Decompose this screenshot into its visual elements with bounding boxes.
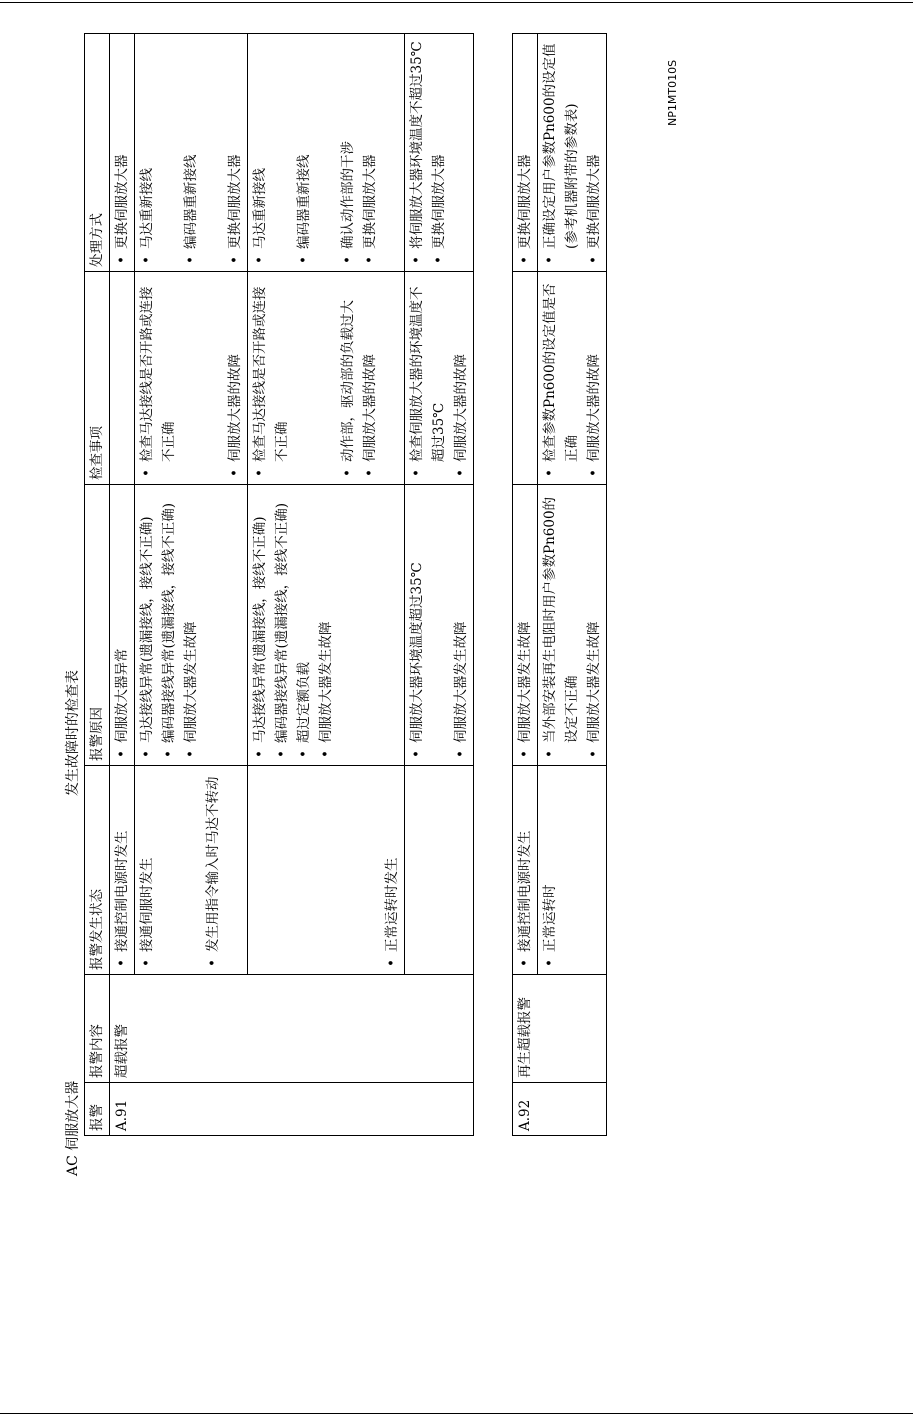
alarm-code-cell xyxy=(110,1083,474,1136)
list-item: • 伺服放大器的故障 xyxy=(583,276,605,480)
list-item: • 马达重新接线 xyxy=(136,38,180,267)
cause-cell xyxy=(110,485,135,766)
list-item: • 发生用指令输入时马达不转动 xyxy=(202,770,224,970)
check-cell xyxy=(135,272,248,485)
header-alarm: 报警 xyxy=(85,1083,110,1136)
list-item: • 更换伺服放大器 xyxy=(514,38,536,267)
action-cell xyxy=(513,34,538,272)
action-cell xyxy=(405,34,474,272)
action-cell xyxy=(135,34,248,272)
alarm-code: A.91 xyxy=(114,1099,130,1131)
list-item: • 编码器接线异常(遗漏接线，接线不正确) xyxy=(271,489,293,761)
list-item: • 编码器接线异常(遗漏接线，接线不正确) xyxy=(158,489,180,761)
alarm-table-a91 xyxy=(84,33,474,1136)
state-cell xyxy=(538,766,607,975)
list-item: • 检查马达接线是否开路或连接不正确 xyxy=(249,276,337,480)
list-item: • 编码器重新接线 xyxy=(293,38,337,267)
list-item: • 编码器重新接线 xyxy=(180,38,224,267)
list-item: • 动作部，驱动部的负载过大 xyxy=(337,276,359,480)
check-cell xyxy=(248,272,405,485)
check-cell xyxy=(405,272,474,485)
alarm-name-cell xyxy=(110,975,474,1083)
list-item: • 伺服放大器的故障 xyxy=(359,276,381,480)
list-item: • 更换伺服放大器 xyxy=(359,38,381,267)
check-cell xyxy=(513,272,538,485)
cause-cell xyxy=(513,485,538,766)
list-item: • 伺服放大器的故障 xyxy=(224,276,246,480)
table-row xyxy=(405,34,474,1136)
list-item: • 正常运转时发生 xyxy=(381,770,403,970)
list-item: • 更换伺服放大器 xyxy=(224,38,246,267)
alarm-code: A.92 xyxy=(517,1099,533,1131)
list-item: • 确认动作部的干涉 xyxy=(337,38,359,267)
header-check-items: 检查事项 xyxy=(85,272,110,485)
header-alarm-cause: 报警原因 xyxy=(85,485,110,766)
list-item: • 更换伺服放大器 xyxy=(111,38,133,267)
cause-cell xyxy=(135,485,248,766)
cause-cell xyxy=(405,485,474,766)
list-item: • 当外部安装再生电阻时用户参数Pn600的设定不正确 xyxy=(539,489,583,761)
list-item: • 伺服放大器发生故障 xyxy=(180,489,202,761)
check-cell xyxy=(538,272,607,485)
table-row xyxy=(513,34,538,1136)
table-header-row xyxy=(85,34,110,1136)
list-item: • 正常运转时 xyxy=(539,770,561,970)
alarm-name: 超载报警 xyxy=(114,1024,130,1078)
table-row xyxy=(538,34,607,1136)
list-item: • 接通控制电源时发生 xyxy=(514,770,536,970)
list-item: • 超过定额负载 xyxy=(293,489,315,761)
list-item: • 马达接线异常(遗漏接线，接线不正确) xyxy=(249,489,271,761)
cause-cell xyxy=(538,485,607,766)
list-item: • 马达重新接线 xyxy=(249,38,293,267)
list-item: • 马达接线异常(遗漏接线，接线不正确) xyxy=(136,489,158,761)
header-alarm-content: 报警内容 xyxy=(85,975,110,1083)
list-item: • 伺服放大器发生故障 xyxy=(315,489,337,761)
list-item: • 将伺服放大器环境温度不超过35℃ xyxy=(406,38,428,267)
list-item: • 伺服放大器发生故障 xyxy=(450,489,472,761)
section-label: AC 伺服放大器 xyxy=(65,1080,81,1176)
alarm-name: 再生超载报警 xyxy=(517,997,533,1078)
table-row xyxy=(110,34,135,1136)
page-title: 发生故障时的检查表 xyxy=(65,670,81,796)
list-item: • 伺服放大器发生故障 xyxy=(583,489,605,761)
action-cell xyxy=(110,34,135,272)
header-alarm-state: 报警发生状态 xyxy=(85,766,110,975)
list-item: • 伺服放大器异常 xyxy=(111,489,133,761)
alarm-code-cell xyxy=(513,1083,607,1136)
list-item: • 伺服放大器的故障 xyxy=(450,276,472,480)
list-item: • 接通控制电源时发生 xyxy=(111,770,133,970)
table-row xyxy=(135,34,248,1136)
header-action: 处理方式 xyxy=(85,34,110,272)
alarm-table-a92 xyxy=(512,33,607,1136)
list-item: • 检查马达接线是否开路或连接不正确 xyxy=(136,276,224,480)
alarm-name-cell xyxy=(513,975,607,1083)
state-cell xyxy=(405,766,474,975)
table-row xyxy=(248,34,405,1136)
list-item: • 伺服放大器环境温度超过35℃ xyxy=(406,489,450,761)
cause-cell xyxy=(248,485,405,766)
list-item: • 更换伺服放大器 xyxy=(583,38,605,267)
state-cell xyxy=(110,766,135,975)
check-cell xyxy=(110,272,135,485)
list-item: • 检查参数Pn600的设定值是否正确 xyxy=(539,276,583,480)
figure-code: NP1MT010S xyxy=(666,59,679,126)
list-item: • 接通伺服时发生 xyxy=(136,770,202,970)
state-cell xyxy=(248,766,405,975)
state-cell xyxy=(513,766,538,975)
list-item: • 更换伺服放大器 xyxy=(428,38,450,267)
action-cell xyxy=(538,34,607,272)
list-item: • 伺服放大器发生故障 xyxy=(514,489,536,761)
list-item: • 正确设定用户参数Pn600的设定值(参考机器附带的参数表) xyxy=(539,38,583,267)
action-cell xyxy=(248,34,405,272)
state-cell xyxy=(135,766,248,975)
list-item: • 检查伺服放大器的环境温度不超过35℃ xyxy=(406,276,450,480)
